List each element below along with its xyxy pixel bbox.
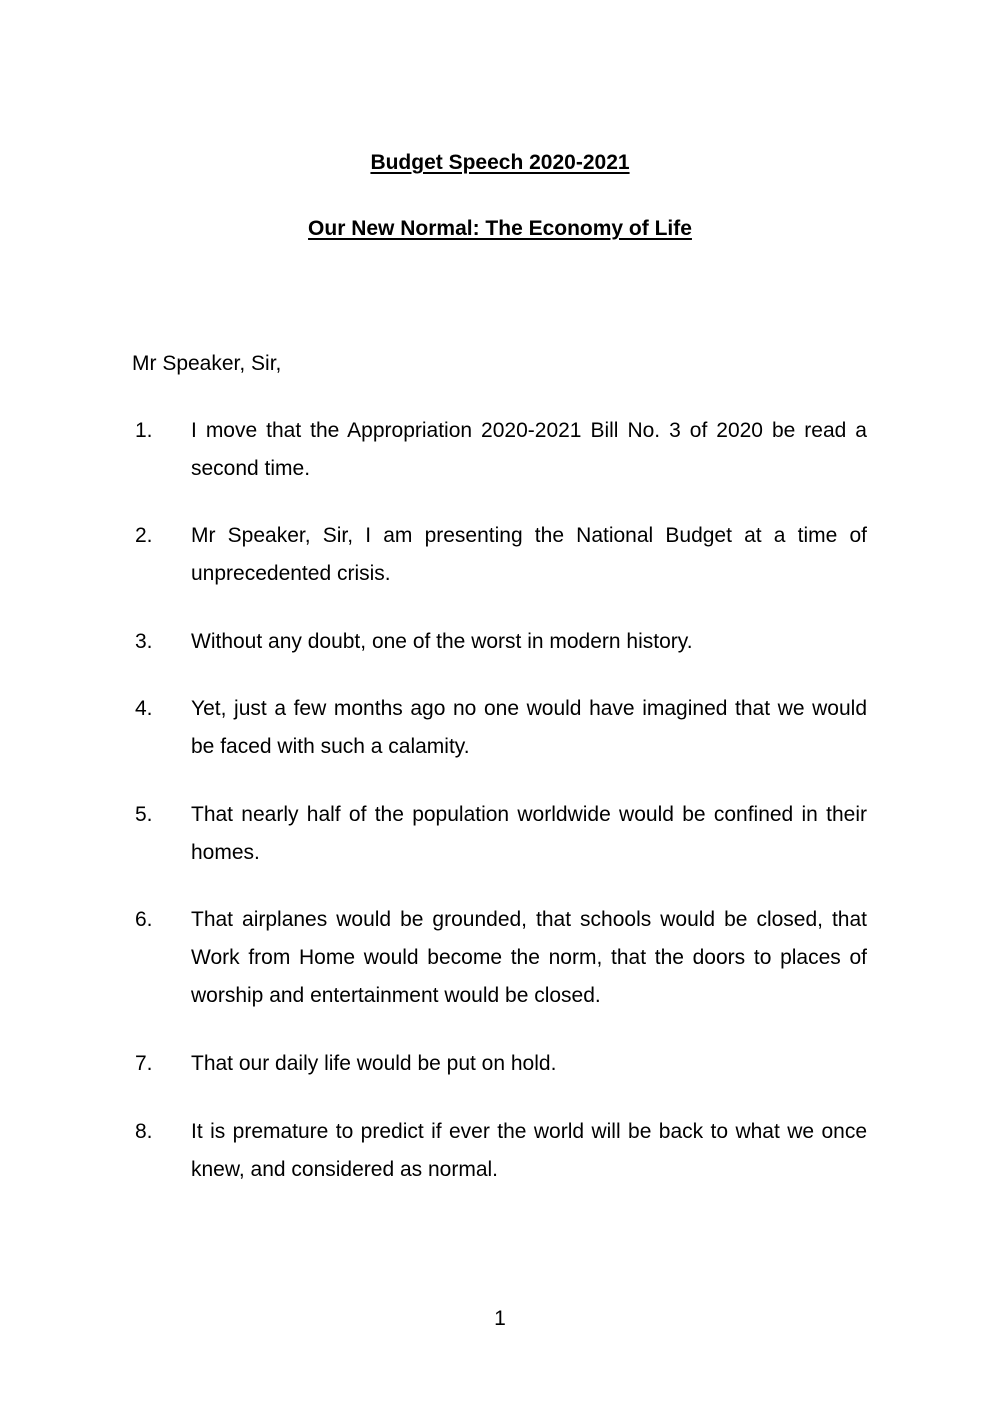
paragraph-number: 5. (135, 803, 153, 826)
paragraph-item (135, 412, 867, 488)
paragraph-text: It is premature to predict if ever the world will be back to what we once knew, and considered as normal. (191, 1120, 867, 1181)
paragraph-text: That nearly half of the population worldwide would be confined in their homes. (191, 803, 867, 864)
document-title: Budget Speech 2020-2021 (370, 151, 630, 174)
paragraph-item (135, 623, 867, 661)
paragraph-item (135, 901, 867, 1015)
paragraph-item (135, 1113, 867, 1189)
document-subtitle: Our New Normal: The Economy of Life (308, 217, 692, 240)
page-number: 1 (494, 1307, 506, 1330)
paragraph-text: Without any doubt, one of the worst in modern history. (191, 630, 693, 653)
paragraph-item (135, 796, 867, 872)
salutation: Mr Speaker, Sir, (132, 352, 282, 375)
paragraph-item (135, 690, 867, 766)
paragraph-number: 6. (135, 908, 153, 931)
paragraph-number: 2. (135, 524, 153, 547)
paragraph-text: That our daily life would be put on hold. (191, 1052, 557, 1075)
paragraph-text: I move that the Appropriation 2020-2021 Bill No. 3 of 2020 be read a second time. (191, 419, 867, 480)
paragraph-text: That airplanes would be grounded, that schools would be closed, that Work from Home would become the norm, that the doors to places of worship and entertainment would be closed. (191, 908, 867, 1007)
paragraph-item (135, 517, 867, 593)
paragraph-text: Mr Speaker, Sir, I am presenting the National Budget at a time of unprecedented crisis. (191, 524, 867, 585)
paragraph-number: 4. (135, 697, 153, 720)
paragraph-number: 7. (135, 1052, 153, 1075)
paragraph-number: 8. (135, 1120, 153, 1143)
paragraph-number: 3. (135, 630, 153, 653)
paragraph-text: Yet, just a few months ago no one would have imagined that we would be faced with such a calamity. (191, 697, 867, 758)
paragraph-number: 1. (135, 419, 153, 442)
paragraph-item (135, 1045, 867, 1083)
